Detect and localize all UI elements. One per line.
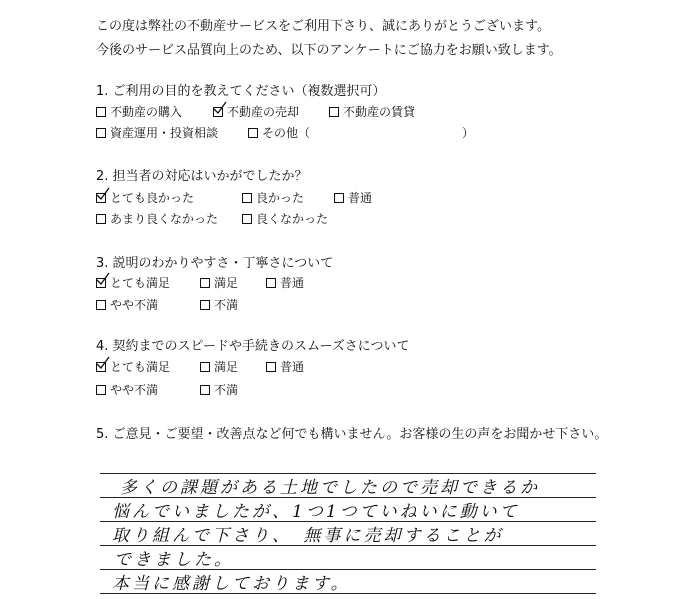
question-2-title: 2. 担当者の対応はいかがでしたか？ bbox=[96, 169, 308, 184]
q3-option-very-satisfied[interactable] bbox=[96, 274, 170, 291]
option-label: あまり良くなかった bbox=[110, 212, 219, 226]
option-label: 普通 bbox=[280, 360, 305, 374]
option-label: 満足 bbox=[214, 276, 239, 290]
checkbox[interactable] bbox=[200, 278, 210, 288]
question-5-title: 5. ご意見・ご要望・改善点など何でも構いません。お客様の生の声をお聞かせ下さい。 bbox=[96, 427, 608, 442]
option-label: とても満足 bbox=[110, 360, 171, 374]
q3-option-satisfied[interactable] bbox=[200, 274, 238, 291]
checkbox[interactable] bbox=[200, 385, 210, 395]
q4-option-dissatisfied[interactable] bbox=[200, 381, 238, 398]
option-label: 良かった bbox=[256, 191, 305, 205]
q4-option-average[interactable] bbox=[266, 358, 304, 375]
check-mark-icon bbox=[96, 187, 110, 201]
option-label: 普通 bbox=[348, 191, 373, 205]
checkbox-checked[interactable] bbox=[96, 278, 106, 288]
option-label: その他（ bbox=[262, 126, 311, 140]
checkbox[interactable] bbox=[242, 214, 252, 224]
checkbox[interactable] bbox=[248, 128, 258, 138]
handwritten-line-1: 多くの課題がある土地でしたので売却できるか bbox=[120, 478, 540, 498]
q2-option-not-very-good[interactable] bbox=[96, 210, 218, 227]
check-mark-icon bbox=[96, 272, 110, 286]
q1-option-investment[interactable] bbox=[96, 124, 218, 141]
checkbox-checked[interactable] bbox=[96, 193, 106, 203]
q2-option-good[interactable] bbox=[242, 189, 304, 206]
option-label: とても満足 bbox=[110, 276, 171, 290]
option-label: 不動産の売却 bbox=[227, 105, 300, 119]
q2-option-average[interactable] bbox=[334, 189, 372, 206]
question-3-title: 3. 説明のわかりやすさ・丁寧さについて bbox=[96, 256, 334, 271]
q4-option-very-satisfied[interactable] bbox=[96, 358, 170, 375]
checkbox[interactable] bbox=[96, 300, 106, 310]
handwritten-line-5: 本当に感謝しております。 bbox=[112, 574, 351, 594]
check-mark-icon bbox=[213, 101, 227, 115]
option-label: 不満 bbox=[214, 298, 239, 312]
q2-option-bad[interactable] bbox=[242, 210, 328, 227]
option-label: やや不満 bbox=[110, 298, 159, 312]
option-label: 普通 bbox=[280, 276, 305, 290]
checkbox[interactable] bbox=[266, 362, 276, 372]
checkbox-checked[interactable] bbox=[96, 362, 106, 372]
q1-other-close: ） bbox=[462, 126, 475, 140]
q1-option-other[interactable] bbox=[248, 124, 310, 141]
check-mark-icon bbox=[96, 356, 110, 370]
handwritten-line-2: 悩んでいましたが、1つ1つていねいに動いて bbox=[112, 502, 520, 522]
q4-option-satisfied[interactable] bbox=[200, 358, 238, 375]
handwritten-line-3: 取り組んで下さり、 無事に売却することが bbox=[112, 526, 504, 546]
handwritten-line-4: できました。 bbox=[114, 550, 234, 570]
q3-option-somewhat-dissatisfied[interactable] bbox=[96, 296, 158, 313]
option-label: 良くなかった bbox=[256, 212, 329, 226]
checkbox[interactable] bbox=[200, 362, 210, 372]
checkbox[interactable] bbox=[334, 193, 344, 203]
option-label: 不動産の購入 bbox=[110, 105, 183, 119]
checkbox[interactable] bbox=[96, 214, 106, 224]
intro-line-1: この度は弊社の不動産サービスをご利用下さり、誠にありがとうございます。 bbox=[96, 19, 550, 34]
q3-option-dissatisfied[interactable] bbox=[200, 296, 238, 313]
q3-option-average[interactable] bbox=[266, 274, 304, 291]
checkbox-checked[interactable] bbox=[213, 107, 223, 117]
q2-option-very-good[interactable] bbox=[96, 189, 194, 206]
q1-option-sale[interactable] bbox=[213, 103, 299, 120]
checkbox[interactable] bbox=[200, 300, 210, 310]
question-4-title: 4. 契約までのスピードや手続きのスムーズさについて bbox=[96, 339, 410, 354]
checkbox[interactable] bbox=[96, 385, 106, 395]
checkbox[interactable] bbox=[329, 107, 339, 117]
option-label: 不動産の賃貸 bbox=[343, 105, 416, 119]
checkbox[interactable] bbox=[96, 107, 106, 117]
question-1-title: 1. ご利用の目的を教えてください（複数選択可） bbox=[96, 84, 386, 99]
q1-option-purchase[interactable] bbox=[96, 103, 182, 120]
option-label: とても良かった bbox=[110, 191, 195, 205]
q4-option-somewhat-dissatisfied[interactable] bbox=[96, 381, 158, 398]
option-label: 満足 bbox=[214, 360, 239, 374]
option-label: 不満 bbox=[214, 383, 239, 397]
option-label: やや不満 bbox=[110, 383, 159, 397]
checkbox[interactable] bbox=[242, 193, 252, 203]
q1-option-rental[interactable] bbox=[329, 103, 415, 120]
intro-line-2: 今後のサービス品質向上のため、以下のアンケートにご協力をお願い致します。 bbox=[96, 43, 562, 58]
option-label: 資産運用・投資相談 bbox=[110, 126, 219, 140]
checkbox[interactable] bbox=[96, 128, 106, 138]
checkbox[interactable] bbox=[266, 278, 276, 288]
